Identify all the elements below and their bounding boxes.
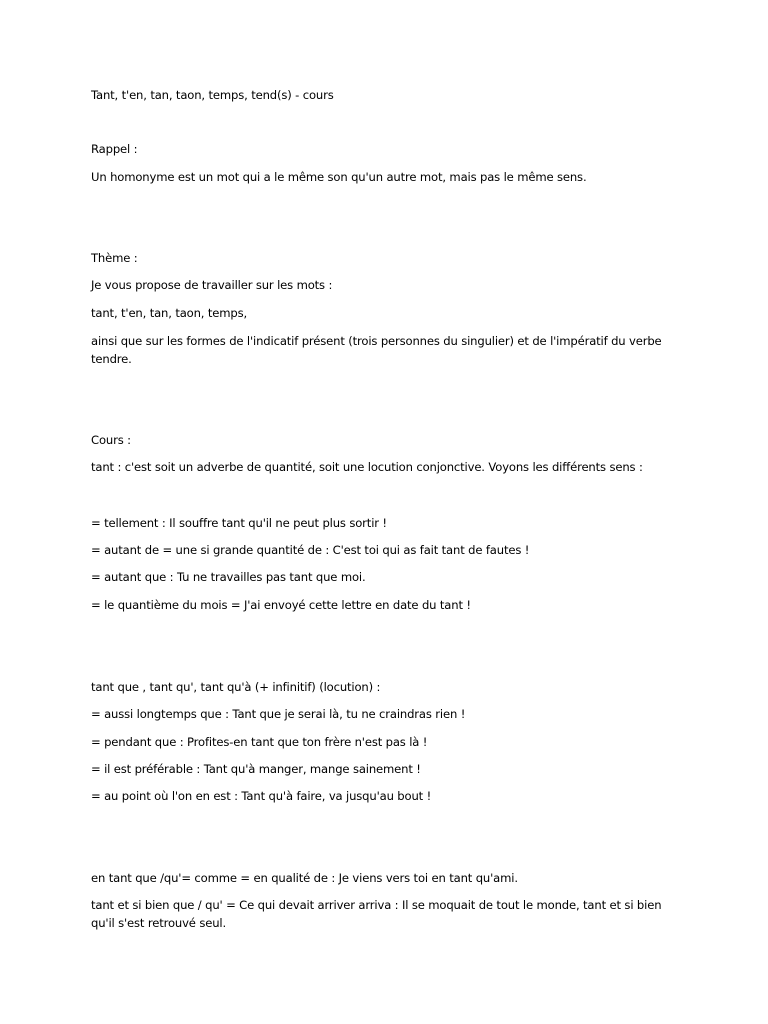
locution-item: = aussi longtemps que : Tant que je serai là, tu ne craindras rien ! [91, 707, 466, 721]
document-title: Tant, t'en, tan, taon, temps, tend(s) - cours [91, 88, 334, 102]
theme-intro: Je vous propose de travailler sur les mots : [91, 278, 333, 292]
sense-item: = autant que : Tu ne travailles pas tant que moi. [91, 570, 366, 584]
theme-text: ainsi que sur les formes de l'indicatif présent (trois personnes du singulier) et de l'impératif du verbe tendre. [91, 334, 662, 366]
cours-heading: Cours : [91, 433, 131, 447]
theme-heading: Thème : [91, 251, 138, 265]
locution-item: = il est préférable : Tant qu'à manger, mange sainement ! [91, 762, 421, 776]
locution-item: = au point où l'on en est : Tant qu'à faire, va jusqu'au bout ! [91, 789, 432, 803]
theme-words: tant, t'en, tan, taon, temps, [91, 306, 248, 320]
rappel-text: Un homonyme est un mot qui a le même son qu'un autre mot, mais pas le même sens. [91, 170, 587, 184]
sense-item: = le quantième du mois = J'ai envoyé cette lettre en date du tant ! [91, 598, 471, 612]
locution-item: = pendant que : Profites-en tant que ton frère n'est pas là ! [91, 735, 428, 749]
sense-item: = autant de = une si grande quantité de : C'est toi qui as fait tant de fautes ! [91, 543, 530, 557]
cours-intro: tant : c'est soit un adverbe de quantité, soit une locution conjonctive. Voyons les différents sens : [91, 460, 643, 474]
en-tant-que-paragraph: en tant que /qu'= comme = en qualité de : Je viens vers toi en tant qu'ami. [91, 871, 518, 885]
sense-item: = tellement : Il souffre tant qu'il ne peut plus sortir ! [91, 516, 387, 530]
tant-et-si-bien-paragraph: tant et si bien que / qu' = Ce qui devait arriver arriva : Il se moquait de tout le monde, tant et si bien qu'il s'est retrouvé seul. [91, 898, 662, 930]
rappel-heading: Rappel : [91, 142, 138, 156]
locution-heading: tant que , tant qu', tant qu'à (+ infinitif) (locution) : [91, 680, 381, 694]
